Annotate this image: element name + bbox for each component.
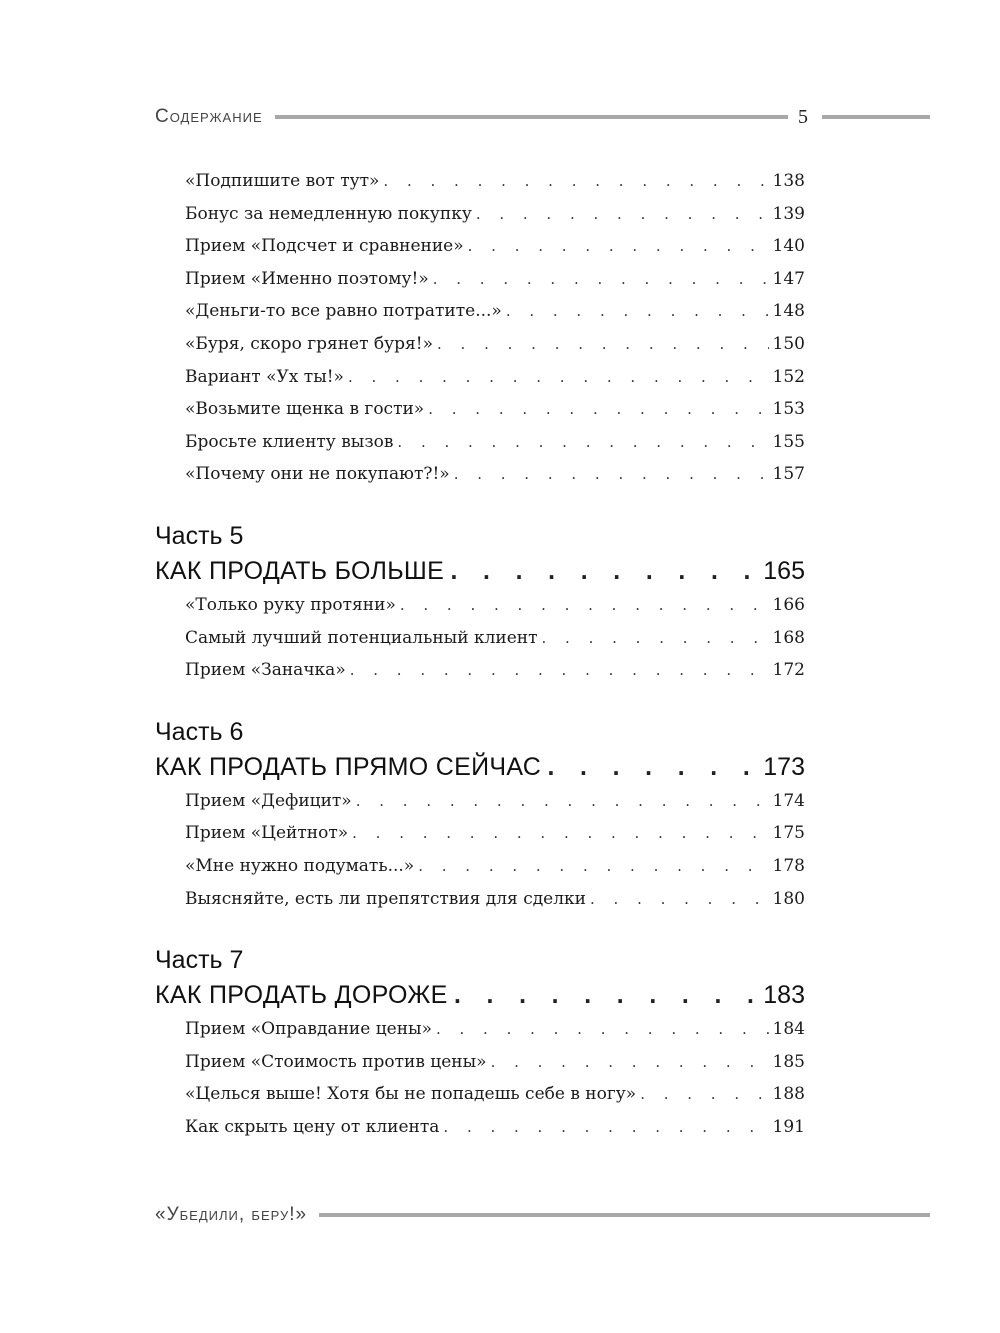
toc-entry[interactable] [155, 817, 805, 850]
toc-entry-page: 175 [772, 823, 805, 844]
toc-entry[interactable] [155, 328, 805, 361]
toc-entry-title: «Подпишите вот тут» [185, 171, 380, 191]
dot-leader [400, 589, 769, 622]
toc-entry-page: 178 [772, 855, 805, 876]
dot-leader [383, 165, 768, 198]
toc-entry-page: 147 [772, 268, 805, 289]
part-heading[interactable] [155, 977, 805, 1013]
dot-leader [356, 785, 769, 818]
toc-entry[interactable] [155, 458, 805, 491]
toc-entry-title: Как скрыть цену от клиента [185, 1116, 440, 1137]
toc-entry[interactable] [155, 165, 805, 198]
toc-entry-page: 191 [772, 1116, 805, 1137]
toc-entry-page: 150 [772, 333, 805, 354]
toc-entry-title: «Только руку протяни» [185, 594, 396, 615]
toc-entry-title: «Мне нужно подумать...» [185, 855, 415, 876]
toc-entry-page: 140 [772, 236, 805, 257]
toc-entry-title: Прием «Оправдание цены» [185, 1019, 432, 1040]
toc-entry[interactable] [155, 654, 805, 687]
toc-entry-title: Прием «Стоимость против цены» [185, 1051, 487, 1072]
toc-entry-page: 157 [772, 464, 805, 485]
toc-entry[interactable] [155, 1013, 805, 1046]
toc-entry-page: 168 [772, 627, 805, 648]
toc-entry-title: «Почему они не покупают?!» [185, 464, 450, 485]
toc-entry[interactable] [155, 1078, 805, 1111]
running-header-title: Содержание [155, 106, 263, 127]
toc-entry-page: 148 [772, 301, 805, 322]
toc-entry-title: Прием «Заначка» [185, 660, 346, 681]
part-heading[interactable] [155, 553, 805, 589]
toc-entry-title: «Буря, скоро грянет буря!» [185, 333, 434, 354]
table-of-contents [155, 165, 805, 1143]
toc-entry-title: «Возьмите щенка в гости» [185, 399, 425, 420]
footer-rule [319, 1213, 930, 1217]
dot-leader [491, 1046, 769, 1079]
toc-entry-title: Прием «Цейтнот» [185, 823, 349, 844]
dot-leader [350, 654, 769, 687]
dot-leader [437, 328, 769, 361]
toc-entry-page: 185 [772, 1051, 805, 1072]
dot-leader [352, 817, 768, 850]
toc-entry-title: Вариант «Ух ты!» [185, 366, 344, 387]
part-label: Часть 6 [155, 717, 244, 746]
toc-entry[interactable] [155, 295, 805, 328]
part-heading-title: КАК ПРОДАТЬ ПРЯМО СЕЙЧАС [155, 752, 542, 781]
toc-entry[interactable] [155, 1111, 805, 1144]
toc-entry[interactable] [155, 850, 805, 883]
toc-entry-title: «Деньги-то все равно потратите...» [185, 301, 502, 322]
toc-entry-page: 172 [772, 660, 805, 681]
part-heading-title: КАК ПРОДАТЬ ДОРОЖЕ [155, 981, 448, 1010]
toc-entry[interactable] [155, 622, 805, 655]
toc-entry-title: Прием «Именно поэтому!» [185, 268, 429, 289]
dot-leader [397, 426, 768, 459]
dot-leader [418, 850, 768, 883]
toc-entry-title: Выясняйте, есть ли препятствия для сделки [185, 888, 586, 909]
toc-entry-page: 155 [772, 431, 805, 452]
toc-entry-title: Бросьте клиенту вызов [185, 431, 394, 452]
dot-leader [468, 230, 769, 263]
dot-leader [506, 295, 769, 328]
dot-leader [547, 750, 757, 786]
toc-entry[interactable] [155, 1046, 805, 1079]
toc-entry[interactable] [155, 361, 805, 394]
dot-leader [433, 263, 769, 296]
toc-entry[interactable] [155, 785, 805, 818]
dot-leader [428, 393, 768, 426]
book-title: «Убедили, беру!» [155, 1204, 308, 1225]
toc-entry[interactable] [155, 263, 805, 296]
dot-leader [542, 622, 769, 655]
dot-leader [348, 361, 769, 394]
toc-entry-page: 166 [772, 594, 805, 615]
toc-entry-title: Прием «Дефицит» [185, 790, 352, 811]
dot-leader [450, 554, 757, 590]
dot-leader [590, 883, 769, 916]
toc-entry[interactable] [155, 883, 805, 916]
toc-entry-page: 174 [772, 790, 805, 811]
header-rule [275, 115, 788, 119]
dot-leader [443, 1111, 768, 1144]
running-footer [155, 1198, 930, 1232]
toc-entry-page: 184 [772, 1019, 805, 1040]
toc-entry-title: Бонус за немедленную покупку [185, 203, 472, 224]
part-heading-page: 173 [763, 752, 805, 781]
dot-leader [454, 458, 769, 491]
page-number: 5 [798, 105, 808, 128]
toc-entry[interactable] [155, 426, 805, 459]
toc-entry-page: 153 [772, 399, 805, 420]
part-heading-title: КАК ПРОДАТЬ БОЛЬШЕ [155, 556, 445, 585]
part-heading[interactable] [155, 749, 805, 785]
toc-entry-title: «Целься выше! Хотя бы не попадешь себе в ногу» [185, 1084, 637, 1105]
toc-entry-page: 188 [772, 1084, 805, 1105]
toc-entry[interactable] [155, 230, 805, 263]
toc-entry-page: 152 [772, 366, 805, 387]
toc-entry[interactable] [155, 393, 805, 426]
toc-entry[interactable] [155, 198, 805, 231]
part-heading-page: 183 [763, 981, 805, 1010]
toc-entry-page: 180 [772, 888, 805, 909]
toc-entry-page: 138 [772, 171, 805, 191]
toc-entry-title: Самый лучший потенциальный клиент [185, 627, 538, 648]
header-rule-right [822, 115, 930, 119]
dot-leader [454, 978, 758, 1014]
dot-leader [640, 1078, 768, 1111]
part-heading-page: 165 [763, 556, 805, 585]
part-label: Часть 7 [155, 946, 244, 975]
dot-leader [436, 1013, 769, 1046]
dot-leader [476, 198, 769, 231]
toc-entry-title: Прием «Подсчет и сравнение» [185, 236, 464, 257]
part-label: Часть 5 [155, 521, 244, 550]
toc-entry[interactable] [155, 589, 805, 622]
running-header [155, 100, 930, 134]
toc-entry-page: 139 [772, 203, 805, 224]
